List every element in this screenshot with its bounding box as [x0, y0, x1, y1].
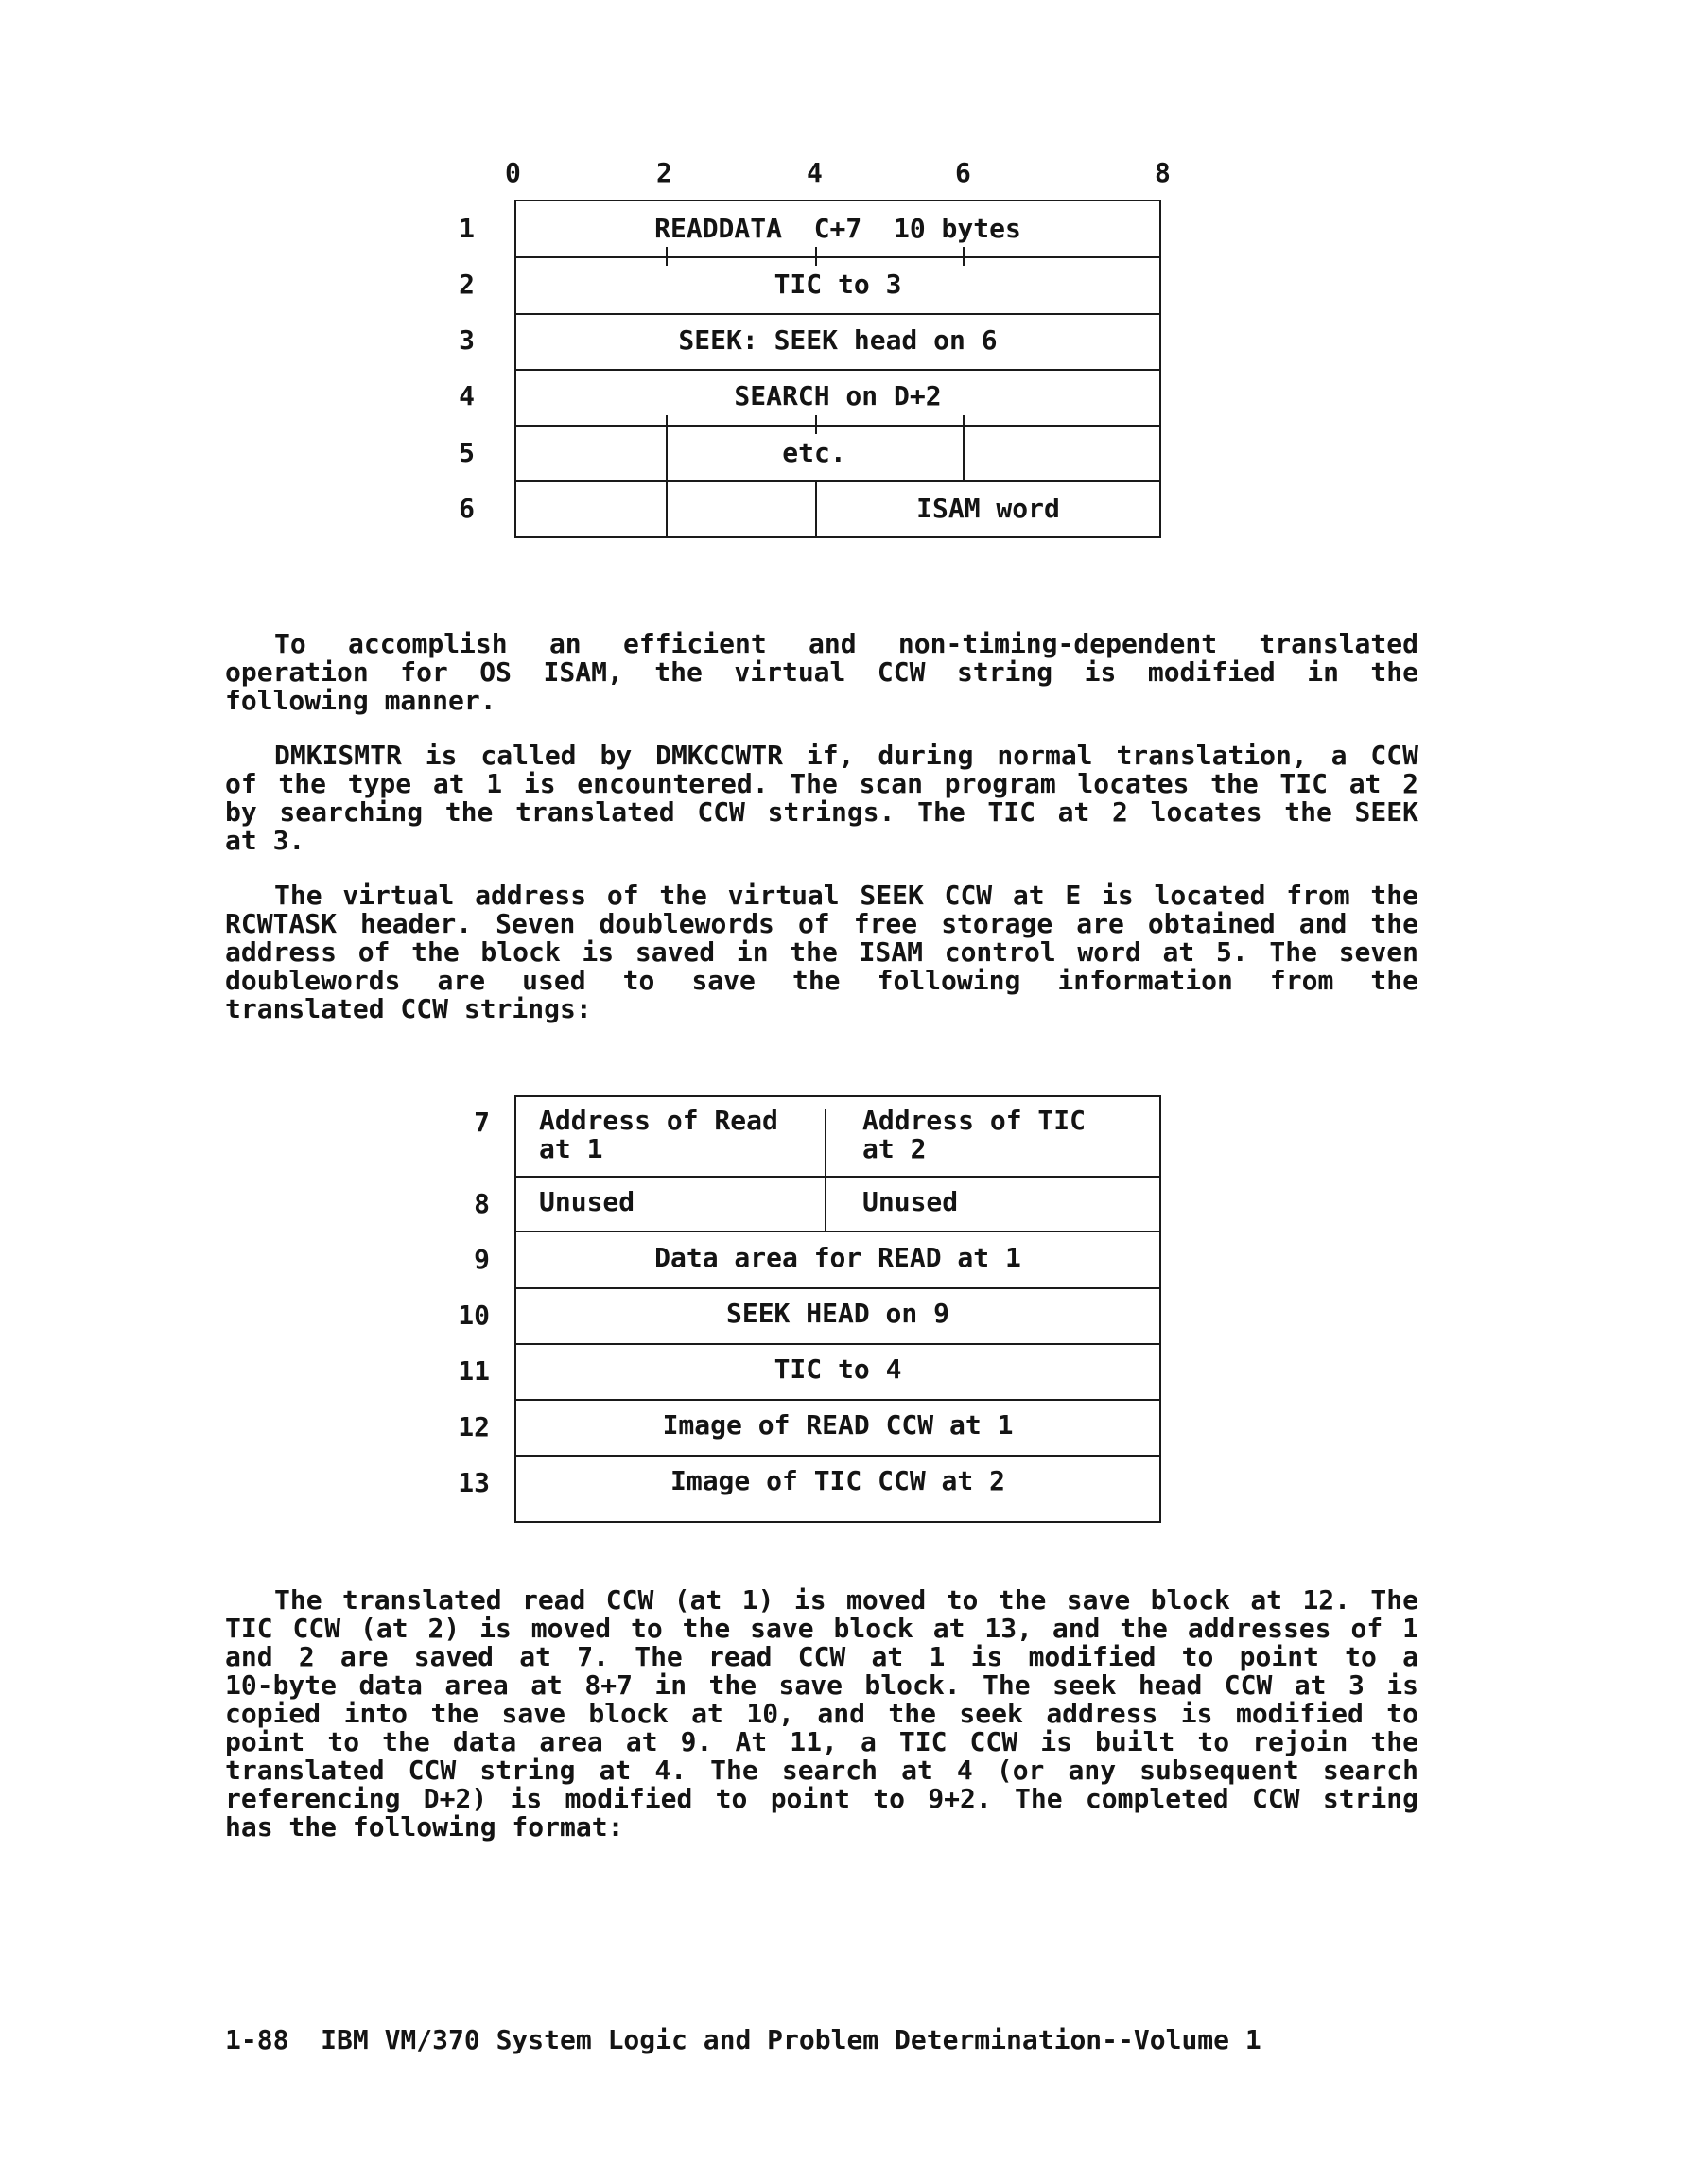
axis-label: 0: [505, 157, 521, 188]
cell-text: SEEK HEAD on 9: [725, 1298, 949, 1329]
row-label: 10: [458, 1300, 490, 1331]
diagram-2-box: [514, 1095, 1161, 1523]
cell-text: SEARCH on D+2: [734, 380, 942, 411]
tick: [815, 247, 817, 266]
cell-text: Address of Read at 1: [539, 1105, 778, 1164]
text-line: by searching the translated CCW strings. The TIC at 2 locates the SEEK: [225, 798, 1418, 827]
row-divider: [516, 425, 1159, 427]
cell-text: SEEK: SEEK head on 6: [678, 324, 998, 356]
cell-text: Image of READ CCW at 1: [662, 1409, 1014, 1441]
row-divider: [516, 256, 1159, 258]
tick: [815, 415, 817, 434]
text-line: address of the block is saved in the ISAM control word at 5. The seven: [225, 938, 1418, 967]
text-line: and 2 are saved at 7. The read CCW at 1 is modified to point to a: [225, 1643, 1418, 1671]
text-line: has the following format:: [225, 1813, 624, 1842]
row-label: 9: [474, 1244, 490, 1275]
axis-label: 2: [656, 157, 672, 188]
axis-label: 4: [807, 157, 823, 188]
text-line: operation for OS ISAM, the virtual CCW string is modified in the: [225, 658, 1418, 687]
cell-text: Unused: [862, 1186, 959, 1217]
tick: [666, 247, 668, 266]
row-label: 3: [459, 324, 475, 356]
row-divider: [516, 313, 1159, 315]
cell-text: TIC to 4: [774, 1354, 902, 1385]
text-line: The virtual address of the virtual SEEK CCW at E is located from the: [274, 882, 1418, 910]
axis-label: 6: [955, 157, 971, 188]
row-divider: [516, 1399, 1159, 1401]
row-label: 11: [458, 1355, 490, 1387]
cell-text: Image of TIC CCW at 2: [670, 1465, 1005, 1496]
column-divider: [825, 1109, 826, 1231]
cell-text: Address of TIC at 2: [862, 1105, 1087, 1164]
paragraph: [225, 630, 1418, 715]
row-divider: [516, 1455, 1159, 1457]
cell-text: TIC to 3: [774, 269, 902, 300]
cell-text: ISAM word: [916, 493, 1060, 524]
row-divider: [516, 1343, 1159, 1345]
text-line: referencing D+2) is modified to point to 9+2. The completed CCW string: [225, 1785, 1418, 1813]
row-divider: [516, 1231, 1159, 1232]
row-label: 13: [458, 1467, 490, 1498]
row-divider: [516, 1176, 1159, 1178]
cell-text: Data area for READ at 1: [654, 1242, 1021, 1273]
axis-label: 8: [1155, 157, 1171, 188]
text-line: TIC CCW (at 2) is moved to the save block at 13, and the addresses of 1: [225, 1615, 1418, 1643]
cell-text: READDATA C+7 10 bytes: [654, 213, 1021, 244]
text-line: point to the data area at 9. At 11, a TIC CCW is built to rejoin the: [225, 1728, 1418, 1756]
text-line: RCWTASK header. Seven doublewords of free storage are obtained and the: [225, 910, 1418, 938]
paragraph: [225, 742, 1418, 855]
cell-text: Unused: [539, 1186, 635, 1217]
text-line: The translated read CCW (at 1) is moved to the save block at 12. The: [274, 1586, 1418, 1615]
text-line: doublewords are used to save the following information from the: [225, 967, 1418, 995]
row-label: 5: [459, 437, 475, 468]
text-line: of the type at 1 is encountered. The scan program locates the TIC at 2: [225, 770, 1418, 798]
cell-text: etc.: [782, 437, 846, 468]
row-divider: [516, 369, 1159, 371]
column-divider: [666, 480, 668, 537]
text-line: translated CCW string at 4. The search at 4 (or any subsequent search: [225, 1756, 1418, 1785]
row-label: 8: [474, 1188, 490, 1219]
text-line: translated CCW strings:: [225, 995, 592, 1023]
row-divider: [516, 480, 1159, 482]
row-label: 2: [459, 269, 475, 300]
text-line: following manner.: [225, 687, 496, 715]
text-line: copied into the save block at 10, and the seek address is modified to: [225, 1700, 1418, 1728]
paragraph: [225, 1586, 1418, 1842]
column-divider: [963, 425, 965, 480]
row-label: 7: [474, 1107, 490, 1138]
row-label: 6: [459, 493, 475, 524]
text-line: at 3.: [225, 827, 305, 855]
text-line: 10-byte data area at 8+7 in the save block. The seek head CCW at 3 is: [225, 1671, 1418, 1700]
text-line: DMKISMTR is called by DMKCCWTR if, during normal translation, a CCW: [274, 742, 1418, 770]
paragraph: [225, 882, 1418, 1023]
row-label: 12: [458, 1411, 490, 1442]
diagram-1-box: [514, 200, 1161, 538]
text-line: To accomplish an efficient and non-timing-dependent translated: [274, 630, 1418, 658]
page-footer: 1-88 IBM VM/370 System Logic and Problem Determination--Volume 1: [225, 2024, 1261, 2055]
row-label: 4: [459, 380, 475, 411]
tick: [963, 247, 965, 266]
row-divider: [516, 1287, 1159, 1289]
row-label: 1: [459, 213, 475, 244]
